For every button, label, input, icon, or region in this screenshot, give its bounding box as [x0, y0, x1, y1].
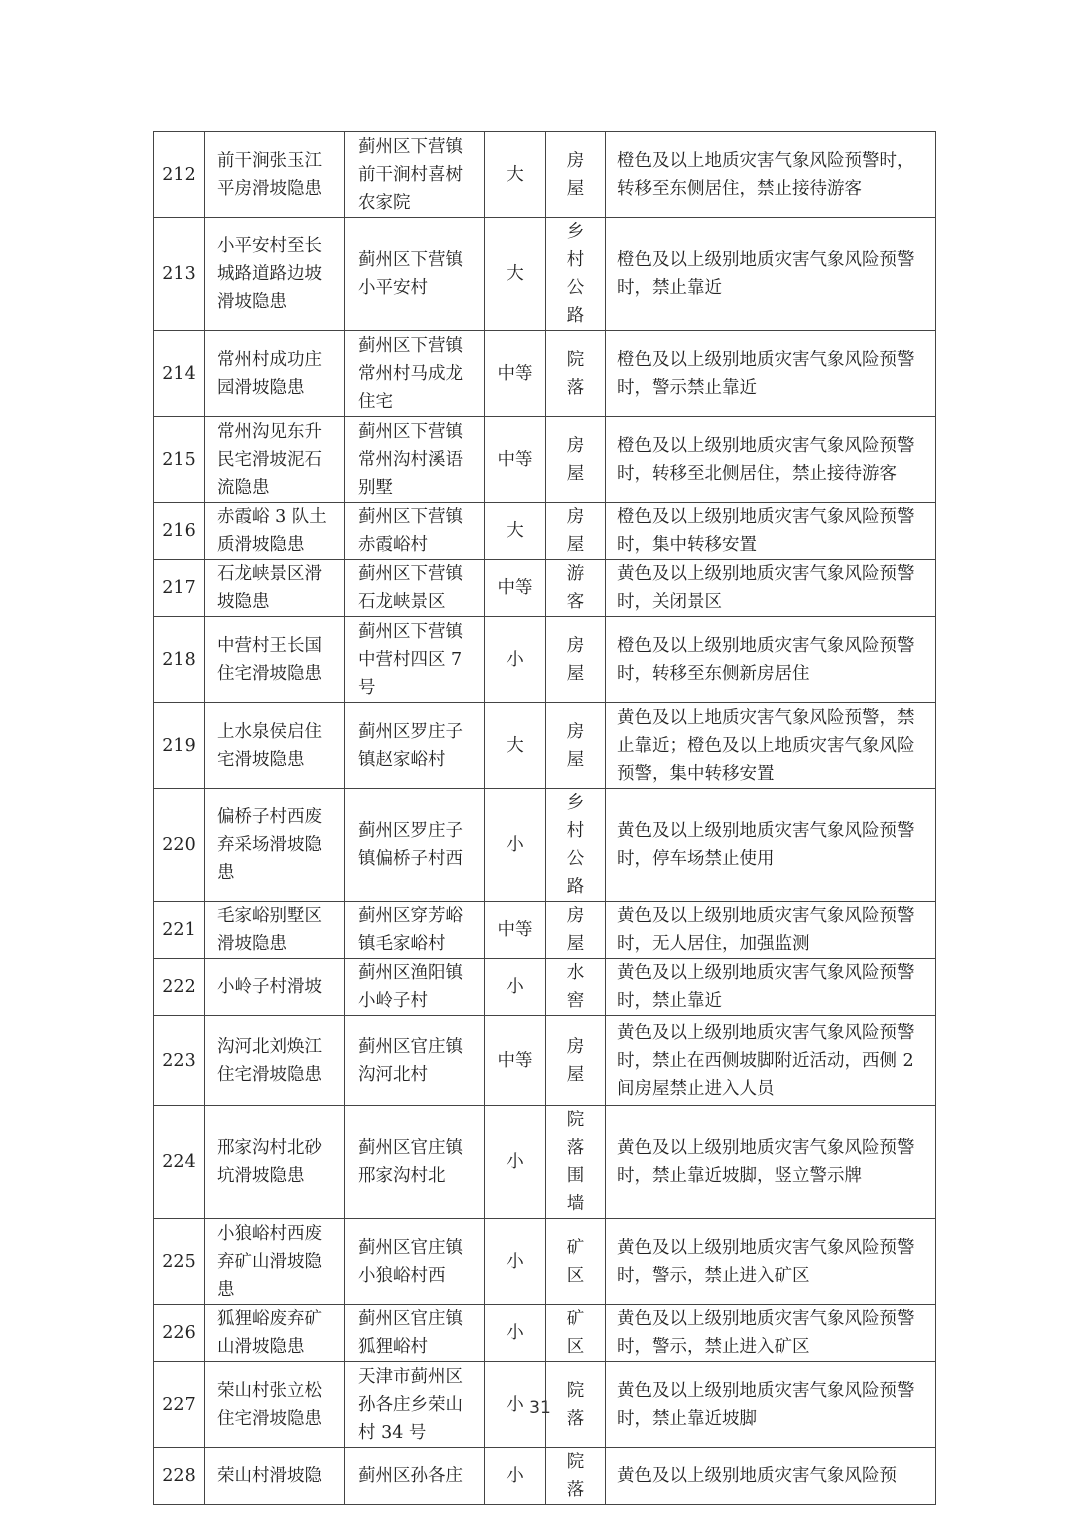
row-id: 213 — [154, 218, 205, 331]
threat-target: 院落 — [546, 1362, 606, 1448]
prevention-measure: 黄色及以上地质灾害气象风险预警，禁止靠近；橙色及以上地质灾害气象风险预警，集中转移安置 — [606, 703, 936, 789]
table-row — [154, 132, 936, 218]
threat-target: 乡村公路 — [546, 789, 606, 902]
prevention-measure: 黄色及以上级别地质灾害气象风险预警时，警示，禁止进入矿区 — [606, 1219, 936, 1305]
row-id: 219 — [154, 703, 205, 789]
row-id: 218 — [154, 617, 205, 703]
row-id: 212 — [154, 132, 205, 218]
table-row — [154, 703, 936, 789]
threat-target: 房屋 — [546, 703, 606, 789]
row-id: 214 — [154, 331, 205, 417]
row-id: 226 — [154, 1305, 205, 1362]
row-id: 224 — [154, 1106, 205, 1219]
table-row — [154, 218, 936, 331]
hazard-name: 中营村王长国住宅滑坡隐患 — [205, 617, 345, 703]
hazard-name: 石龙峡景区滑坡隐患 — [205, 560, 345, 617]
threat-target: 矿区 — [546, 1219, 606, 1305]
hazard-location: 蓟州区孙各庄 — [345, 1448, 485, 1505]
hazard-scale: 小 — [485, 1305, 546, 1362]
threat-target: 院落 — [546, 1448, 606, 1505]
table-body — [154, 132, 936, 1505]
table-row — [154, 417, 936, 503]
hazard-table — [153, 131, 936, 1505]
threat-target: 矿区 — [546, 1305, 606, 1362]
threat-target: 房屋 — [546, 1016, 606, 1106]
table-row — [154, 1106, 936, 1219]
prevention-measure: 黄色及以上级别地质灾害气象风险预警时，禁止靠近坡脚 — [606, 1362, 936, 1448]
hazard-location: 蓟州区官庄镇小狼峪村西 — [345, 1219, 485, 1305]
hazard-location: 蓟州区罗庄子镇偏桥子村西 — [345, 789, 485, 902]
row-id: 220 — [154, 789, 205, 902]
hazard-name: 狐狸峪废弃矿山滑坡隐患 — [205, 1305, 345, 1362]
hazard-scale: 小 — [485, 1106, 546, 1219]
prevention-measure: 橙色及以上级别地质灾害气象风险预警时，警示禁止靠近 — [606, 331, 936, 417]
row-id: 222 — [154, 959, 205, 1016]
hazard-location: 蓟州区下营镇常州沟村溪语别墅 — [345, 417, 485, 503]
hazard-name: 常州村成功庄园滑坡隐患 — [205, 331, 345, 417]
row-id: 227 — [154, 1362, 205, 1448]
hazard-location: 蓟州区下营镇石龙峡景区 — [345, 560, 485, 617]
threat-target: 乡村公路 — [546, 218, 606, 331]
table-row — [154, 1305, 936, 1362]
row-id: 223 — [154, 1016, 205, 1106]
prevention-measure: 橙色及以上地质灾害气象风险预警时，转移至东侧居住，禁止接待游客 — [606, 132, 936, 218]
hazard-scale: 大 — [485, 503, 546, 560]
hazard-location: 蓟州区下营镇常州村马成龙住宅 — [345, 331, 485, 417]
hazard-scale: 中等 — [485, 417, 546, 503]
hazard-location: 蓟州区罗庄子镇赵家峪村 — [345, 703, 485, 789]
hazard-location: 蓟州区下营镇小平安村 — [345, 218, 485, 331]
prevention-measure: 黄色及以上级别地质灾害气象风险预警时，无人居住，加强监测 — [606, 902, 936, 959]
hazard-location: 蓟州区官庄镇狐狸峪村 — [345, 1305, 485, 1362]
table-row — [154, 1448, 936, 1505]
table-row — [154, 560, 936, 617]
hazard-name: 上水泉侯启住宅滑坡隐患 — [205, 703, 345, 789]
hazard-name: 常州沟见东升民宅滑坡泥石流隐患 — [205, 417, 345, 503]
hazard-name: 荣山村张立松住宅滑坡隐患 — [205, 1362, 345, 1448]
row-id: 221 — [154, 902, 205, 959]
hazard-scale: 中等 — [485, 902, 546, 959]
page-number: 31 — [529, 1398, 551, 1418]
hazard-name: 沟河北刘焕江住宅滑坡隐患 — [205, 1016, 345, 1106]
threat-target: 游客 — [546, 560, 606, 617]
row-id: 225 — [154, 1219, 205, 1305]
table-row — [154, 1219, 936, 1305]
hazard-scale: 小 — [485, 1448, 546, 1505]
prevention-measure: 黄色及以上级别地质灾害气象风险预警时，停车场禁止使用 — [606, 789, 936, 902]
hazard-scale: 小 — [485, 617, 546, 703]
hazard-scale: 大 — [485, 703, 546, 789]
prevention-measure: 黄色及以上级别地质灾害气象风险预警时，禁止靠近坡脚，竖立警示牌 — [606, 1106, 936, 1219]
hazard-name: 偏桥子村西废弃采场滑坡隐患 — [205, 789, 345, 902]
threat-target: 房屋 — [546, 617, 606, 703]
hazard-name: 小狼峪村西废弃矿山滑坡隐患 — [205, 1219, 345, 1305]
threat-target: 房屋 — [546, 417, 606, 503]
prevention-measure: 黄色及以上级别地质灾害气象风险预警时，关闭景区 — [606, 560, 936, 617]
hazard-name: 毛家峪别墅区滑坡隐患 — [205, 902, 345, 959]
threat-target: 房屋 — [546, 503, 606, 560]
threat-target: 水窖 — [546, 959, 606, 1016]
prevention-measure: 橙色及以上级别地质灾害气象风险预警时，禁止靠近 — [606, 218, 936, 331]
hazard-scale: 中等 — [485, 560, 546, 617]
hazard-name: 赤霞峪 3 队土质滑坡隐患 — [205, 503, 345, 560]
row-id: 216 — [154, 503, 205, 560]
hazard-name: 前干涧张玉江平房滑坡隐患 — [205, 132, 345, 218]
hazard-name: 邢家沟村北砂坑滑坡隐患 — [205, 1106, 345, 1219]
prevention-measure: 黄色及以上级别地质灾害气象风险预警时，警示，禁止进入矿区 — [606, 1305, 936, 1362]
table-row — [154, 331, 936, 417]
hazard-location: 蓟州区下营镇中营村四区 7 号 — [345, 617, 485, 703]
prevention-measure: 橙色及以上级别地质灾害气象风险预警时，转移至北侧居住，禁止接待游客 — [606, 417, 936, 503]
hazard-name: 小平安村至长城路道路边坡滑坡隐患 — [205, 218, 345, 331]
threat-target: 院落围墙 — [546, 1106, 606, 1219]
prevention-measure: 黄色及以上级别地质灾害气象风险预警时，禁止靠近 — [606, 959, 936, 1016]
hazard-scale: 小 — [485, 1362, 546, 1448]
hazard-location: 蓟州区渔阳镇小岭子村 — [345, 959, 485, 1016]
table-row — [154, 902, 936, 959]
hazard-location: 天津市蓟州区孙各庄乡荣山村 34 号 — [345, 1362, 485, 1448]
hazard-location: 蓟州区穿芳峪镇毛家峪村 — [345, 902, 485, 959]
hazard-scale: 小 — [485, 789, 546, 902]
table-row — [154, 617, 936, 703]
hazard-location: 蓟州区官庄镇邢家沟村北 — [345, 1106, 485, 1219]
hazard-scale: 中等 — [485, 331, 546, 417]
hazard-scale: 小 — [485, 959, 546, 1016]
row-id: 217 — [154, 560, 205, 617]
prevention-measure: 橙色及以上级别地质灾害气象风险预警时，集中转移安置 — [606, 503, 936, 560]
table-row — [154, 959, 936, 1016]
threat-target: 房屋 — [546, 902, 606, 959]
prevention-measure: 黄色及以上级别地质灾害气象风险预警时，禁止在西侧坡脚附近活动，西侧 2 间房屋禁止进入人员 — [606, 1016, 936, 1106]
row-id: 228 — [154, 1448, 205, 1505]
hazard-location: 蓟州区下营镇前干涧村喜树农家院 — [345, 132, 485, 218]
hazard-location: 蓟州区下营镇赤霞峪村 — [345, 503, 485, 560]
hazard-location: 蓟州区官庄镇沟河北村 — [345, 1016, 485, 1106]
hazard-scale: 中等 — [485, 1016, 546, 1106]
hazard-scale: 小 — [485, 1219, 546, 1305]
table-row — [154, 789, 936, 902]
hazard-name: 小岭子村滑坡 — [205, 959, 345, 1016]
table-row — [154, 503, 936, 560]
hazard-scale: 大 — [485, 218, 546, 331]
table-row — [154, 1016, 936, 1106]
hazard-scale: 大 — [485, 132, 546, 218]
prevention-measure: 黄色及以上级别地质灾害气象风险预 — [606, 1448, 936, 1505]
hazard-name: 荣山村滑坡隐 — [205, 1448, 345, 1505]
threat-target: 房屋 — [546, 132, 606, 218]
prevention-measure: 橙色及以上级别地质灾害气象风险预警时，转移至东侧新房居住 — [606, 617, 936, 703]
threat-target: 院落 — [546, 331, 606, 417]
row-id: 215 — [154, 417, 205, 503]
